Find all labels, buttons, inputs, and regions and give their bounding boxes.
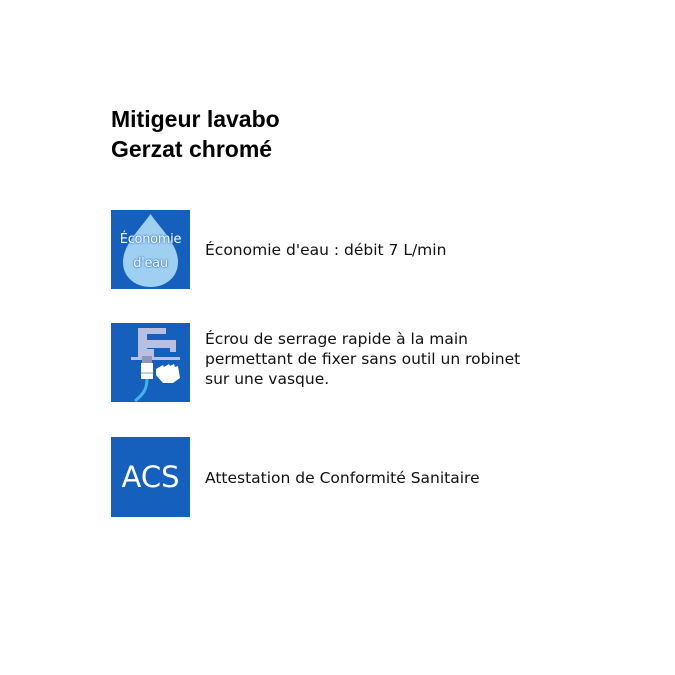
faucet-quick-nut-hand-icon [111, 323, 190, 402]
acs-label: ACS [121, 459, 180, 494]
product-title [111, 104, 280, 164]
drop-label-line2: d'eau [133, 256, 168, 271]
feature-text: Économie d'eau : débit 7 L/min [205, 241, 447, 259]
water-saving-drop-icon [111, 210, 190, 289]
acs-certification-icon [111, 437, 190, 517]
feature-text: Attestation de Conformité Sanitaire [205, 469, 480, 487]
feature-text-line3: sur une vasque. [205, 370, 330, 388]
product-title-line1: Mitigeur lavabo [111, 106, 280, 132]
drop-label-line1: Économie [119, 232, 182, 247]
product-title-line2: Gerzat chromé [111, 136, 273, 162]
feature-text-line1: Écrou de serrage rapide à la main [205, 330, 468, 348]
feature-text-line2: permettant de fixer sans outil un robinet [205, 350, 521, 368]
